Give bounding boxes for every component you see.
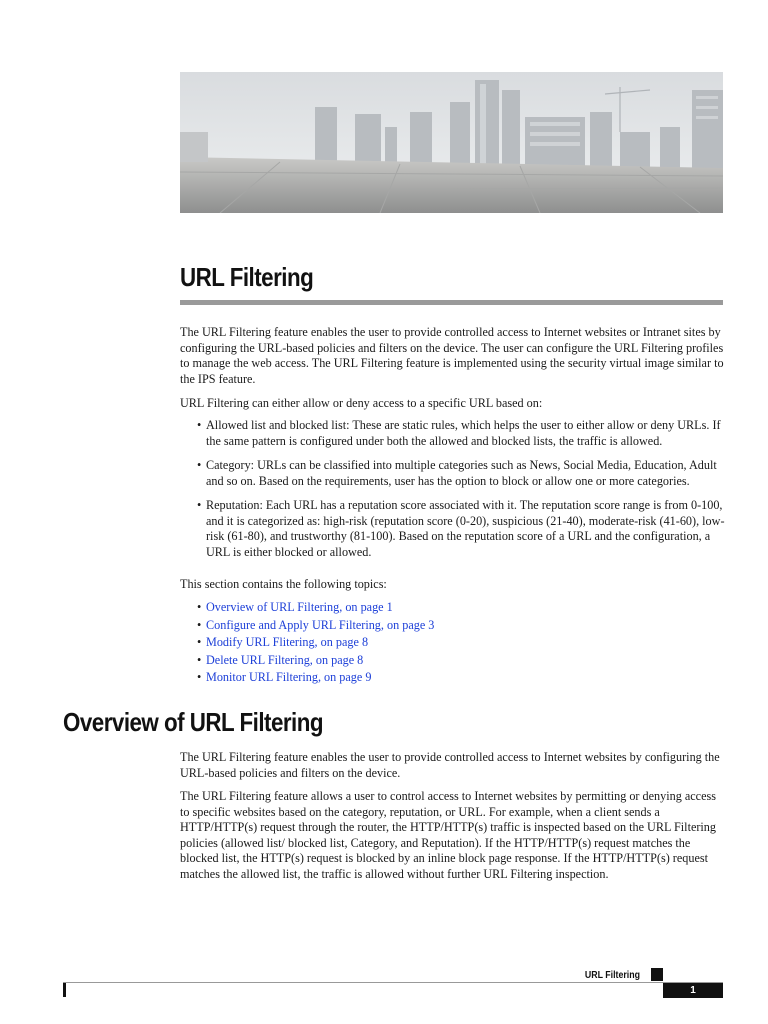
footer-tick: [63, 983, 66, 997]
overview-paragraph-2: [180, 789, 725, 882]
list-item: [197, 599, 434, 617]
footer-marker: [651, 968, 663, 981]
page-number: 1: [663, 983, 723, 998]
chapter-title: URL Filtering: [180, 262, 314, 292]
overview-text-1: The URL Filtering feature enables the user to provide controlled access to Internet websites by configuring the URL-based policies and filters on the device.: [180, 750, 720, 780]
bullet-icon: •: [197, 617, 202, 632]
intro-paragraph: [180, 325, 725, 387]
topic-link-monitor[interactable]: Monitor URL Filtering, on page 9: [206, 670, 372, 684]
bullet-text: Reputation: Each URL has a reputation score associated with it. The reputation score range is from 0-100, and it is categorized as: high-risk (reputation score (0-20), suspicious (21-40), moderate-risk (41-60), low-risk (61-80), and trustworthy (81-100). Based on the reputation score of a URL and the configuration, a URL is either blocked or allowed.: [206, 498, 725, 559]
bullet-icon: •: [197, 635, 202, 649]
title-rule: [180, 300, 723, 305]
bullet-icon: •: [197, 652, 202, 667]
list-item: [197, 617, 434, 635]
list-item: [197, 669, 434, 687]
overview-text-2: The URL Filtering feature allows a user to control access to Internet websites by permitting or denying access to specific websites based on the category, reputation, or URL. For example, when a client sends a HTTP/HTTP(s) request through the router, the HTTP/HTTP(s) traffic is inspected based on the URL Filtering policies (allowed list/ blocked list, Category, and Reputation). If the HTTP/HTTP(s) request matches the blocked list, the HTTP(s) request is blocked by an inline block page response. If the HTTP/HTTP(s) request matches the allowed list, the traffic is allowed without further URL Filtering inspection.: [180, 789, 716, 881]
intro-text: The URL Filtering feature enables the user to provide controlled access to Internet websites or Intranet sites by configuring the URL-based policies and filters on the device. The user can configure the URL Filtering profiles to manage the web access. The URL Filtering feature is implemented using the security virtual image similar to the IPS feature.: [180, 325, 724, 386]
list-item: [197, 418, 727, 449]
footer-chapter-label: URL Filtering: [584, 970, 640, 981]
bullet-icon: •: [197, 600, 202, 614]
footer-rule: [63, 982, 723, 983]
overview-paragraph-1: [180, 750, 725, 781]
topic-link-modify[interactable]: Modify URL Flitering, on page 8: [206, 635, 369, 649]
bullet-icon: •: [197, 458, 202, 472]
bullet-text: Allowed list and blocked list: These are static rules, which helps the user to either allow or deny URLs. If the same pattern is configured under both the allowed and blocked lists, the traffic is allowed.: [206, 418, 721, 448]
bullet-text: Category: URLs can be classified into multiple categories such as News, Social Media, Education, Adult and so on. Based on the requirements, user has the option to block or allow one or more categories.: [206, 458, 717, 488]
filter-criteria-list: [197, 418, 727, 560]
topics-intro-text: This section contains the following topics:: [180, 577, 387, 591]
bullet-icon: •: [197, 498, 202, 512]
list-item: [197, 498, 727, 560]
topics-intro: [180, 577, 725, 593]
topic-links-list: [197, 599, 434, 687]
topic-link-delete[interactable]: Delete URL Filtering, on page 8: [206, 652, 364, 667]
based-on-paragraph: [180, 396, 725, 412]
based-on-text: URL Filtering can either allow or deny access to a specific URL based on:: [180, 396, 543, 410]
topic-link-configure[interactable]: Configure and Apply URL Filtering, on page 3: [206, 617, 435, 632]
bullet-icon: •: [197, 670, 202, 684]
section-title: Overview of URL Filtering: [63, 707, 324, 737]
list-item: [197, 458, 727, 489]
chapter-banner-image: [180, 72, 723, 213]
list-item: [197, 652, 434, 670]
bullet-icon: •: [197, 418, 202, 432]
list-item: [197, 634, 434, 652]
topic-link-overview[interactable]: Overview of URL Filtering, on page 1: [206, 600, 393, 614]
